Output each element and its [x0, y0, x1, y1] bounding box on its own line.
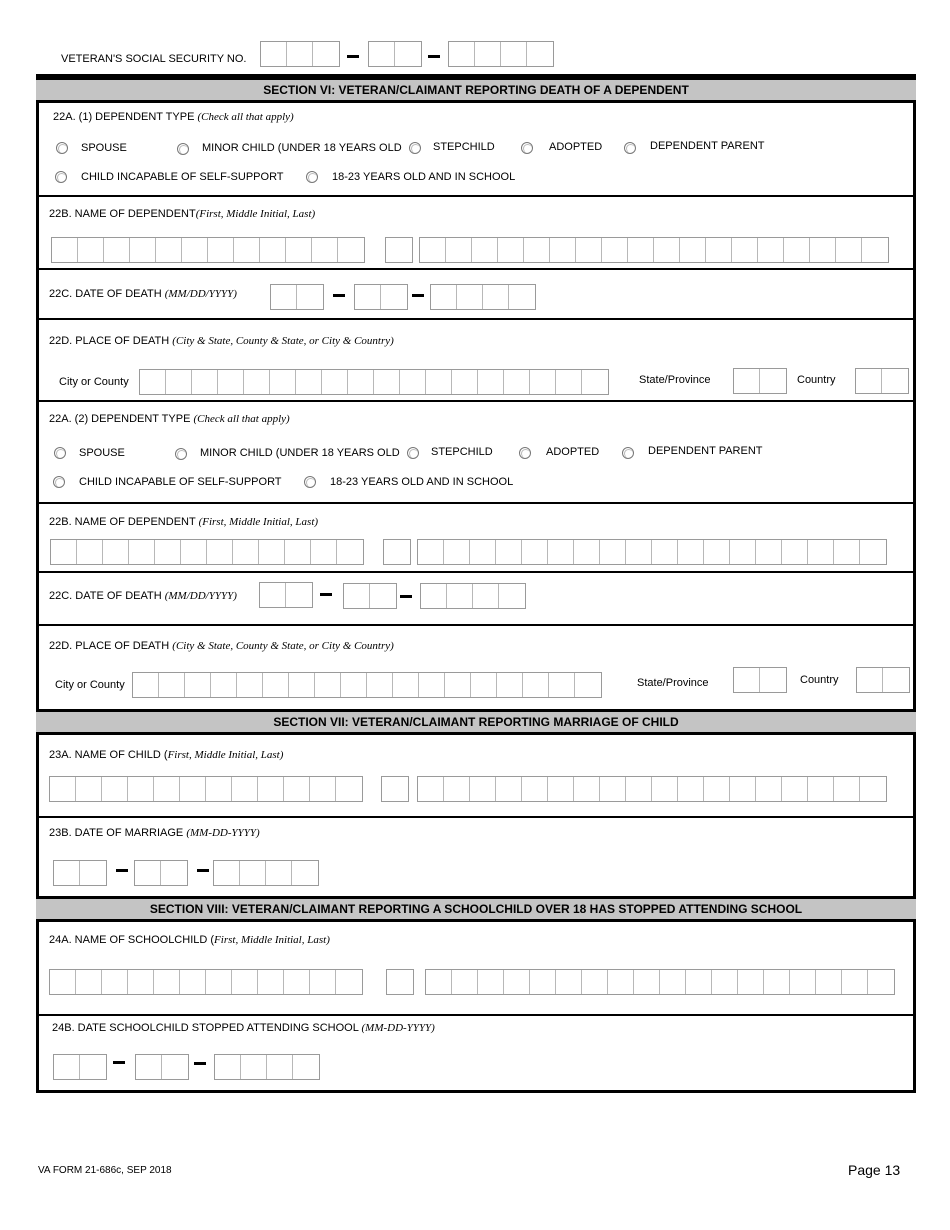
- child-middle-initial-field[interactable]: [381, 776, 409, 802]
- dep2-state-field[interactable]: [733, 667, 787, 693]
- schoolchild-last-name-field[interactable]: [425, 969, 895, 995]
- marriage-date-label: 23B. DATE OF MARRIAGE (MM-DD-YYYY): [49, 827, 260, 839]
- divider: [36, 195, 916, 197]
- divider: [36, 318, 916, 320]
- dep1-dod-label: 22C. DATE OF DEATH (MM/DD/YYYY): [49, 288, 237, 300]
- country-label: Country: [797, 374, 836, 386]
- dep2-last-name-field[interactable]: [417, 539, 887, 565]
- dep2-dod-day[interactable]: [343, 583, 397, 609]
- dep1-incapable-radio[interactable]: [55, 171, 67, 183]
- stopped-school-day[interactable]: [135, 1054, 189, 1080]
- option-label: 18-23 YEARS OLD AND IN SCHOOL: [330, 476, 514, 488]
- ssn-label: VETERAN'S SOCIAL SECURITY NO.: [61, 53, 247, 65]
- dep1-type-label: 22A. (1) DEPENDENT TYPE (Check all that apply): [53, 111, 294, 123]
- country-label: Country: [800, 674, 839, 686]
- section-7-title: SECTION VII: VETERAN/CLAIMANT REPORTING MARRIAGE OF CHILD: [36, 709, 916, 735]
- ssn-part2[interactable]: [368, 41, 422, 67]
- option-label: 18-23 YEARS OLD AND IN SCHOOL: [332, 171, 516, 183]
- dep1-name-label: 22B. NAME OF DEPENDENT(First, Middle Initial, Last): [49, 208, 316, 220]
- dep1-dod-day[interactable]: [354, 284, 408, 310]
- divider: [36, 502, 916, 504]
- ssn-part3[interactable]: [448, 41, 554, 67]
- option-label: SPOUSE: [81, 142, 127, 154]
- dep2-first-name-field[interactable]: [50, 539, 364, 565]
- dep1-minor-radio[interactable]: [177, 143, 189, 155]
- state-label: State/Province: [639, 374, 711, 386]
- divider: [36, 571, 916, 573]
- date-dash: [412, 294, 424, 297]
- date-dash: [320, 593, 332, 596]
- ssn-part1[interactable]: [260, 41, 340, 67]
- option-label: MINOR CHILD (UNDER 18 YEARS OLD: [202, 142, 402, 154]
- dep2-school-radio[interactable]: [304, 476, 316, 488]
- child-last-name-field[interactable]: [417, 776, 887, 802]
- stopped-school-year[interactable]: [214, 1054, 320, 1080]
- dep2-dod-label: 22C. DATE OF DEATH (MM/DD/YYYY): [49, 590, 237, 602]
- ssn-dash: [428, 55, 440, 58]
- marriage-month[interactable]: [53, 860, 107, 886]
- dep1-spouse-radio[interactable]: [56, 142, 68, 154]
- option-label: STEPCHILD: [433, 141, 495, 153]
- date-dash: [116, 869, 128, 872]
- option-label: ADOPTED: [549, 141, 603, 153]
- option-label: DEPENDENT PARENT: [650, 140, 765, 152]
- dep1-place-label: 22D. PLACE OF DEATH (City & State, County & State, or City & Country): [49, 335, 394, 347]
- dep2-minor-radio[interactable]: [175, 448, 187, 460]
- form-id: VA FORM 21-686c, SEP 2018: [38, 1165, 172, 1176]
- dep2-adopted-radio[interactable]: [519, 447, 531, 459]
- dep2-parent-radio[interactable]: [622, 447, 634, 459]
- section-8-title: SECTION VIII: VETERAN/CLAIMANT REPORTING A SCHOOLCHILD OVER 18 HAS STOPPED ATTENDING SCHOOL: [36, 896, 916, 922]
- dep2-dod-year[interactable]: [420, 583, 526, 609]
- dep1-dod-month[interactable]: [270, 284, 324, 310]
- stopped-school-month[interactable]: [53, 1054, 107, 1080]
- state-label: State/Province: [637, 677, 709, 689]
- dep2-middle-initial-field[interactable]: [383, 539, 411, 565]
- section-6-title: SECTION VI: VETERAN/CLAIMANT REPORTING DEATH OF A DEPENDENT: [36, 77, 916, 103]
- option-label: STEPCHILD: [431, 446, 493, 458]
- dep1-country-field[interactable]: [855, 368, 909, 394]
- divider: [36, 1014, 916, 1016]
- dep2-name-label: 22B. NAME OF DEPENDENT (First, Middle Initial, Last): [49, 516, 319, 528]
- schoolchild-name-label: 24A. NAME OF SCHOOLCHILD (First, Middle Initial, Last): [49, 934, 330, 946]
- stopped-school-date-label: 24B. DATE SCHOOLCHILD STOPPED ATTENDING SCHOOL (MM-DD-YYYY): [52, 1022, 435, 1034]
- page-number: Page 13: [848, 1162, 901, 1178]
- dep1-stepchild-radio[interactable]: [409, 142, 421, 154]
- city-label: City or County: [55, 679, 125, 691]
- schoolchild-first-name-field[interactable]: [49, 969, 363, 995]
- dep2-spouse-radio[interactable]: [54, 447, 66, 459]
- option-label: CHILD INCAPABLE OF SELF-SUPPORT: [81, 171, 284, 183]
- dep1-dod-year[interactable]: [430, 284, 536, 310]
- dep2-city-field[interactable]: [132, 672, 602, 698]
- date-dash: [197, 869, 209, 872]
- date-dash: [113, 1061, 125, 1064]
- dep2-stepchild-radio[interactable]: [407, 447, 419, 459]
- divider: [36, 624, 916, 626]
- schoolchild-middle-initial-field[interactable]: [386, 969, 414, 995]
- date-dash: [333, 294, 345, 297]
- dep1-adopted-radio[interactable]: [521, 142, 533, 154]
- dep1-middle-initial-field[interactable]: [385, 237, 413, 263]
- city-label: City or County: [59, 376, 129, 388]
- divider: [36, 268, 916, 270]
- option-label: ADOPTED: [546, 446, 600, 458]
- dep2-country-field[interactable]: [856, 667, 910, 693]
- option-label: MINOR CHILD (UNDER 18 YEARS OLD: [200, 447, 400, 459]
- divider: [36, 400, 916, 402]
- divider: [36, 816, 916, 818]
- ssn-dash: [347, 55, 359, 58]
- date-dash: [400, 595, 412, 598]
- dep1-parent-radio[interactable]: [624, 142, 636, 154]
- dep1-state-field[interactable]: [733, 368, 787, 394]
- dep1-last-name-field[interactable]: [419, 237, 889, 263]
- option-label: SPOUSE: [79, 447, 125, 459]
- child-name-label: 23A. NAME OF CHILD (First, Middle Initial, Last): [49, 749, 284, 761]
- marriage-day[interactable]: [134, 860, 188, 886]
- option-label: DEPENDENT PARENT: [648, 445, 763, 457]
- dep2-incapable-radio[interactable]: [53, 476, 65, 488]
- marriage-year[interactable]: [213, 860, 319, 886]
- date-dash: [194, 1062, 206, 1065]
- dep1-city-field[interactable]: [139, 369, 609, 395]
- dep1-school-radio[interactable]: [306, 171, 318, 183]
- dep2-dod-month[interactable]: [259, 582, 313, 608]
- dep2-type-label: 22A. (2) DEPENDENT TYPE (Check all that apply): [49, 413, 290, 425]
- dep1-first-name-field[interactable]: [51, 237, 365, 263]
- dep2-place-label: 22D. PLACE OF DEATH (City & State, County & State, or City & Country): [49, 640, 394, 652]
- option-label: CHILD INCAPABLE OF SELF-SUPPORT: [79, 476, 282, 488]
- child-first-name-field[interactable]: [49, 776, 363, 802]
